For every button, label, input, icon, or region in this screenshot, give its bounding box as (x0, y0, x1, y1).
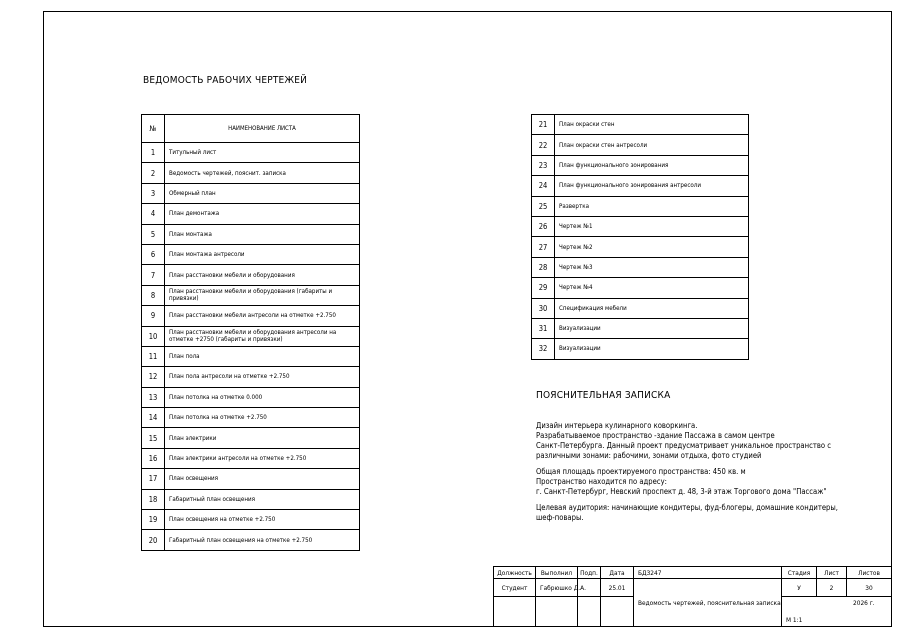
sheet-number: 29 (532, 278, 555, 298)
stamp-label-author: Выполнил (535, 566, 578, 579)
table-row (142, 510, 360, 530)
sheet-name: План окраски стен (555, 115, 749, 135)
stamp-label-date: Дата (600, 566, 634, 579)
sheet-name: Ведомость чертежей, пояснит. записка (165, 163, 360, 183)
sheet-number: 10 (142, 326, 165, 346)
table-row (532, 196, 749, 216)
sheet-name: Габаритный план освещения (165, 489, 360, 509)
note-heading: ПОЯСНИТЕЛЬНАЯ ЗАПИСКА (536, 390, 671, 401)
sheet-name: Визуализации (555, 318, 749, 338)
stamp-date: 25.01 (600, 578, 634, 597)
sheet-number: 30 (532, 298, 555, 318)
sheet-number: 7 (142, 265, 165, 285)
sheet-number: 9 (142, 306, 165, 326)
sheet-name: Развертка (555, 196, 749, 216)
note-paragraph-audience (536, 503, 866, 523)
note-line: Дизайн интерьера кулинарного коворкинга. (536, 421, 698, 430)
sheet-number: 32 (532, 339, 555, 359)
sheet-name: Визуализации (555, 339, 749, 359)
stamp-sheets: 30 (846, 578, 892, 597)
note-line: различными зонами: рабочими, зонами отдыха, фото студией (536, 451, 762, 460)
stamp-role: Студент (493, 578, 536, 597)
stamp-year: 2026 г. (853, 599, 875, 607)
stamp-scale: М 1:1 (786, 616, 803, 624)
sheet-name: План расстановки мебели антресоли на отметке +2.750 (165, 306, 360, 326)
sheet-name: План освещения на отметке +2.750 (165, 510, 360, 530)
stamp-sheet: 2 (816, 578, 847, 597)
stamp-label-sheets: Листов (846, 566, 892, 579)
table-row (142, 387, 360, 407)
stamp-empty-2 (535, 596, 578, 627)
table-row (142, 306, 360, 326)
sheet-name: План функционального зонирования (555, 155, 749, 175)
stamp-label-sign: Подп. (577, 566, 601, 579)
table-row (142, 448, 360, 468)
table-row (532, 237, 749, 257)
sheet-number: 23 (532, 155, 555, 175)
sheet-name: План электрики антресоли на отметке +2.750 (165, 448, 360, 468)
sheet-number: 26 (532, 216, 555, 236)
header-num: № (142, 115, 165, 143)
table-row (142, 204, 360, 224)
note-line: Санкт-Петербурга. Данный проект предусматривает уникальное пространство с (536, 441, 831, 450)
table-row (532, 115, 749, 135)
table-row (532, 339, 749, 359)
sheet-number: 15 (142, 428, 165, 448)
stamp-label-sheet: Лист (816, 566, 847, 579)
sheet-number: 21 (532, 115, 555, 135)
note-line: Разрабатываемое пространство -здание Пассажа в самом центре (536, 431, 775, 440)
note-line: г. Санкт-Петербург, Невский проспект д. 48, 3-й этаж Торгового дома "Пассаж" (536, 487, 827, 496)
stamp-code: БД3247 (633, 566, 782, 579)
sheet-name: План электрики (165, 428, 360, 448)
note-line: Общая площадь проектируемого пространства: 450 кв. м (536, 467, 746, 476)
sheet-number: 16 (142, 448, 165, 468)
table-row (142, 326, 360, 346)
sheet-number: 14 (142, 408, 165, 428)
table-row (142, 244, 360, 264)
sheet-number: 12 (142, 367, 165, 387)
stamp-stage: У (781, 578, 817, 597)
table-row (142, 183, 360, 203)
table-row (142, 346, 360, 366)
table-row (532, 298, 749, 318)
sheet-name: План демонтажа (165, 204, 360, 224)
sheet-list-table-right (531, 114, 749, 360)
sheet-number: 17 (142, 469, 165, 489)
sheet-number: 27 (532, 237, 555, 257)
sheet-name: План расстановки мебели и оборудования (165, 265, 360, 285)
sheet-name: План освещения (165, 469, 360, 489)
sheet-name: План функционального зонирования антресоли (555, 176, 749, 196)
title-block (493, 566, 892, 627)
table-row (142, 265, 360, 285)
stamp-label-role: Должность (493, 566, 536, 579)
table-row (532, 135, 749, 155)
table-row (142, 408, 360, 428)
sheet-name: Спецификация мебели (555, 298, 749, 318)
sheet-number: 25 (532, 196, 555, 216)
table-row (142, 285, 360, 305)
table-row (142, 428, 360, 448)
stamp-empty-1 (493, 596, 536, 627)
explanatory-note (536, 421, 866, 529)
table-row (532, 318, 749, 338)
sheet-name: Обмерный план (165, 183, 360, 203)
sheet-name: Чертеж №2 (555, 237, 749, 257)
sheet-number: 11 (142, 346, 165, 366)
stamp-empty-4 (600, 596, 634, 627)
sheet-number: 13 (142, 387, 165, 407)
sheet-number: 24 (532, 176, 555, 196)
note-paragraph-area (536, 467, 866, 497)
sheet-number: 3 (142, 183, 165, 203)
stamp-empty-3 (577, 596, 601, 627)
stamp-sign (577, 578, 601, 597)
stamp-author: Габрюшко Д.А. (535, 578, 578, 597)
table-row (142, 489, 360, 509)
note-line: Целевая аудитория: начинающие кондитеры, фуд-блогеры, домашние кондитеры, (536, 503, 838, 512)
sheet-name: План монтажа (165, 224, 360, 244)
sheet-name: План расстановки мебели и оборудования (габариты и привязки) (165, 285, 360, 305)
sheet-number: 1 (142, 143, 165, 163)
sheet-number: 18 (142, 489, 165, 509)
sheet-number: 5 (142, 224, 165, 244)
header-name: НАИМЕНОВАНИЕ ЛИСТА (165, 115, 360, 143)
note-line: Пространство находится по адресу: (536, 477, 667, 486)
table-row (532, 278, 749, 298)
sheet-number: 4 (142, 204, 165, 224)
sheet-name: Габаритный план освещения на отметке +2.750 (165, 530, 360, 550)
table-row (142, 143, 360, 163)
sheet-name: План окраски стен антресоли (555, 135, 749, 155)
sheet-list-table-left (141, 114, 360, 551)
table-row (532, 257, 749, 277)
sheet-name: План расстановки мебели и оборудования антресоли на отметке +2750 (габариты и привязки) (165, 326, 360, 346)
sheet-name: План пола антресоли на отметке +2.750 (165, 367, 360, 387)
sheet-number: 20 (142, 530, 165, 550)
note-line: шеф-повары. (536, 513, 584, 522)
table-row (532, 176, 749, 196)
stamp-title: Ведомость чертежей, пояснительная записка (633, 578, 782, 627)
table-header-row (142, 115, 360, 143)
sheet-name: Чертеж №4 (555, 278, 749, 298)
sheet-name: Чертеж №1 (555, 216, 749, 236)
table-row (142, 224, 360, 244)
sheet-number: 6 (142, 244, 165, 264)
sheet-name: План потолка на отметке +2.750 (165, 408, 360, 428)
sheet-name: План монтажа антресоли (165, 244, 360, 264)
sheet-number: 22 (532, 135, 555, 155)
table-row (142, 367, 360, 387)
sheet-name: План потолка на отметке 0.000 (165, 387, 360, 407)
sheet-list-heading: ВЕДОМОСТЬ РАБОЧИХ ЧЕРТЕЖЕЙ (143, 75, 308, 86)
sheet-name: Титульный лист (165, 143, 360, 163)
sheet-name: План пола (165, 346, 360, 366)
sheet-number: 2 (142, 163, 165, 183)
note-paragraph-description (536, 421, 866, 461)
table-row (532, 155, 749, 175)
sheet-number: 31 (532, 318, 555, 338)
sheet-number: 19 (142, 510, 165, 530)
table-row (532, 216, 749, 236)
table-row (142, 163, 360, 183)
stamp-label-stage: Стадия (781, 566, 817, 579)
sheet-number: 8 (142, 285, 165, 305)
sheet-number: 28 (532, 257, 555, 277)
sheet-name: Чертеж №3 (555, 257, 749, 277)
table-row (142, 530, 360, 550)
table-row (142, 469, 360, 489)
